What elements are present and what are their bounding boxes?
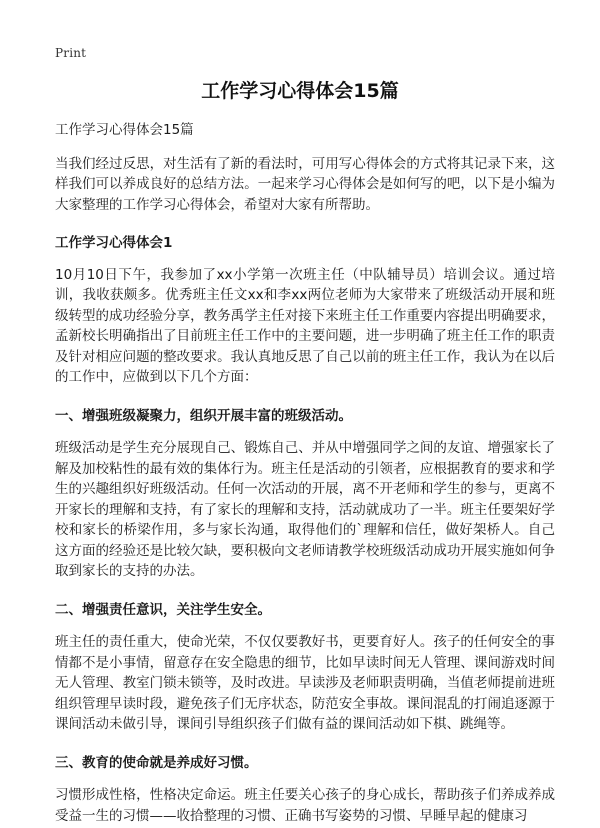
point-heading-3: 三、教育的使命就是养成好习惯。 [55, 754, 258, 771]
intro-paragraph: 当我们经过反思，对生活有了新的看法时，可用写心得体会的方式将其记录下来，这样我们可以养成良好的总结方法。一起来学习心得体会是如何写的吧，以下是小编为大家整理的工作学习心得体会，希望对大家有所帮助。 [55, 155, 555, 213]
document-body [55, 120, 555, 828]
point-paragraph-1: 班级活动是学生充分展现自己、锻炼自己、并从中增强同学之间的友谊、增强家长了解及加校粘性的最有效的集体行为。班主任是活动的引领者，应根据教育的要求和学生的兴趣组织好班级活动。任何一次活动的开展，离不开老师和学生的参与，更离不开家长的理解和支持，有了家长的理解和支持，活动就成功了一半。班主任要架好学校和家长的桥梁作用，多与家长沟通，取得他们的`理解和信任，做好架桥人。自己这方面的经验还是比较欠缺，要积极向文老师请教学校班级活动成功开展实施如何争取到家长的支持的办法。 [55, 440, 555, 579]
point-heading-2: 二、增强责任意识，关注学生安全。 [55, 601, 271, 618]
point-heading-1: 一、增强班级凝聚力，组织开展丰富的班级活动。 [55, 407, 352, 424]
point-paragraph-3: 习惯形成性格，性格决定命运。班主任要关心孩子的身心成长，帮助孩子们养成养成受益一生的习惯——收拾整理的习惯、正确书写姿势的习惯、早睡早起的健康习 [55, 787, 555, 824]
print-link[interactable]: Print [55, 46, 87, 60]
point-paragraph-2: 班主任的责任重大，使命光荣，不仅仅要教好书，更要育好人。孩子的任何安全的事情都不是小事情，留意存在安全隐患的细节，比如早读时间无人管理、课间游戏时间无人管理、教室门锁未锁等，及时改进。早读涉及老师职责明确，当值老师提前进班组织管理早读时段，避免孩子们无序状态，防范安全事故。课间混乱的打闹追逐源于课间活动未做引导，课间引导组织孩子们做有益的课间活动如下棋、跳绳等。 [55, 634, 555, 732]
document-subtitle: 工作学习心得体会15篇 [55, 122, 194, 138]
section-paragraph: 10月10日下午，我参加了xx小学第一次班主任（中队辅导员）培训会议。通过培训，我收获颇多。优秀班主任文xx和李xx两位老师为大家带来了班级活动开展和班级转型的成功经验分享，教务禹学主任对接下来班主任工作重要内容提出明确要求，孟新校长明确指出了目前班主任工作中的主要问题，进一步明确了班主任工作的职责及针对相应问题的整改要求。我认真地反思了自己以前的班主任工作，我认为在以后的工作中，应做到以下几个方面： [55, 266, 555, 385]
document-title: 工作学习心得体会15篇 [201, 80, 399, 102]
section-heading: 工作学习心得体会1 [55, 235, 173, 251]
